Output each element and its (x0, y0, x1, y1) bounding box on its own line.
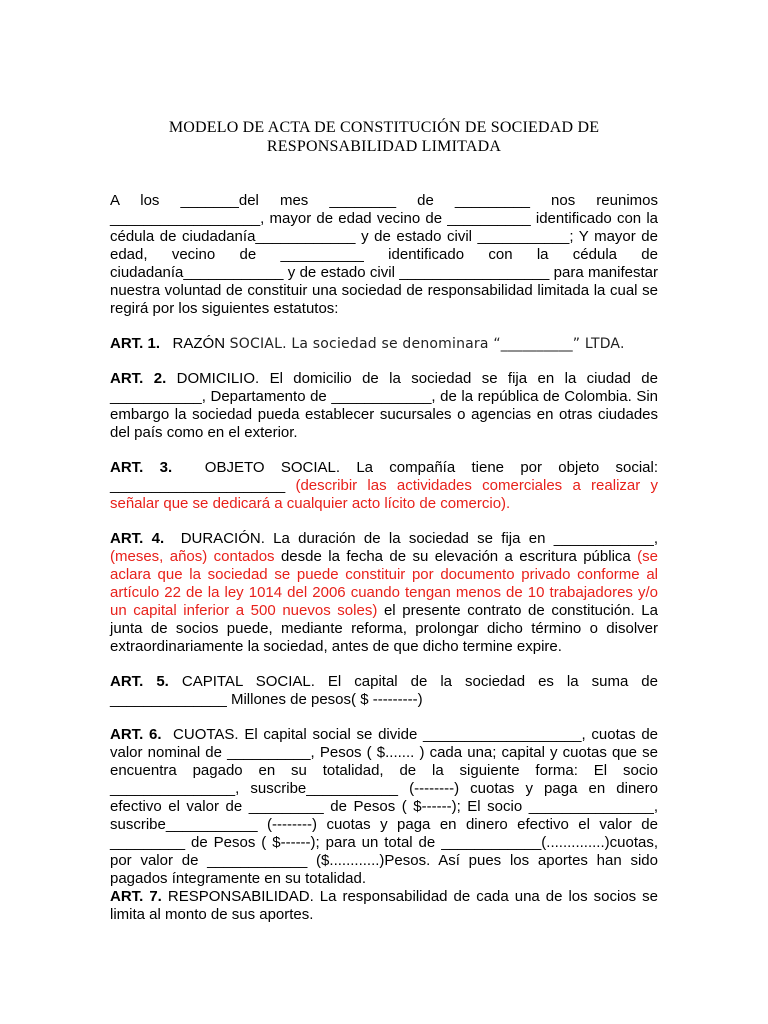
article-5-label: ART. 5. (110, 673, 169, 690)
article-5-text: CAPITAL SOCIAL. El capital de la sociedad es la suma de ______________ Millones de pesos( $ ---------) (110, 673, 658, 708)
article-1-heading: RAZÓN (172, 335, 226, 352)
article-4 (110, 530, 658, 656)
article-3-text: OBJETO SOCIAL. La compañía tiene por objeto social: _____________________ (110, 459, 659, 494)
article-6-label: ART. 6. (110, 726, 162, 743)
article-2-label: ART. 2. (110, 370, 167, 387)
article-3 (110, 459, 658, 513)
article-4-label: ART. 4. (110, 530, 165, 547)
title-line-1: MODELO DE ACTA DE CONSTITUCIÓN DE SOCIEDAD DE (168, 119, 600, 136)
document-body (110, 192, 658, 941)
article-6-text: CUOTAS. El capital social se divide ___________________, cuotas de valor nominal de __________, Pesos ( $....... ) cada una; capital y cuotas que se encuentra pagado en su totalidad, de la siguiente forma: El socio _______________, suscribe___________ (--------) cuotas y paga en dinero efectivo el valor de _________ de Pesos ( $------); El socio _______________, suscribe___________ (--------) cuotas y paga en dinero efectivo el valor de _________ de Pesos ( $------); para un total de ____________(..............)cuotas, por valor de ____________ ($............)Pesos. Así pues los aportes han sido pagados íntegramente en su totalidad. (110, 726, 659, 887)
article-7 (110, 888, 658, 924)
article-2-text: DOMICILIO. El domicilio de la sociedad se fija en la ciudad de ___________, Departamento de ____________, de la república de Colombia. Sin embargo la sociedad pueda establecer sucursales o agencias en otras ciudades del país como en el exterior. (110, 370, 658, 441)
article-1 (110, 335, 658, 353)
article-5 (110, 673, 658, 709)
article-4-text-b: desde la fecha de su elevación a escritura pública (274, 548, 638, 565)
article-6 (110, 726, 658, 888)
article-4-red-note-a: (meses, años) contados (110, 548, 275, 565)
article-2 (110, 370, 658, 442)
article-4-red-note-b: (se aclara que la sociedad se puede constituir por documento privado conforme al artículo 22 de la ley 1014 del 2006 cuando tengan menos de 10 trabajadores y/o un capital inferior a 500 nuevos soles) (110, 548, 658, 619)
article-1-label: ART. 1. (110, 335, 161, 352)
intro-paragraph: A los _______del mes ________ de _________ nos reunimos __________________, mayor de edad vecino de __________ identificado con la cédula de ciudadanía____________ y de estado civil ___________; Y mayor de edad, vecino de __________ identificado con la cédula de ciudadanía____________ y de estado civil __________________ para manifestar nuestra voluntad de constituir una sociedad de responsabilidad limitada la cual se regirá por los siguientes estatutos: (110, 192, 658, 317)
article-4-text-c: el presente contrato de constitución. La junta de socios puede, mediante reforma, prolongar dicho término o disolver extraordinariamente la sociedad, antes de que dicho termine expire. (110, 602, 658, 655)
article-3-red-note: (describir las actividades comerciales a realizar y señalar que se dedicará a cualquier acto lícito de comercio). (110, 477, 659, 512)
article-7-text: RESPONSABILIDAD. La responsabilidad de cada una de los socios se limita al monto de sus aportes. (110, 888, 659, 923)
article-4-text-a: DURACIÓN. La duración de la sociedad se fija en ____________, (180, 530, 658, 547)
article-7-label: ART. 7. (110, 888, 162, 905)
title-line-2: RESPONSABILIDAD LIMITADA (266, 138, 502, 155)
document-title (110, 118, 658, 156)
article-1-text: SOCIAL. La sociedad se denominara “__________” LTDA. (225, 336, 625, 352)
article-3-label: ART. 3. (110, 459, 173, 476)
